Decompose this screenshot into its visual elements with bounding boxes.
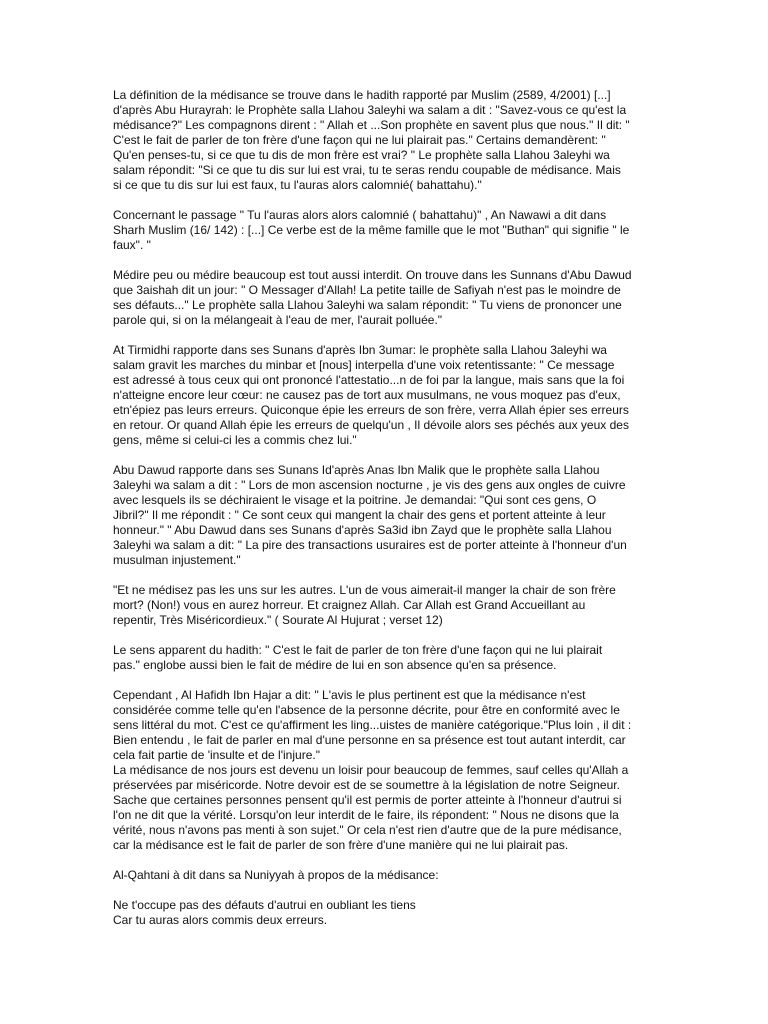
paragraph-tirmidhi: At Tirmidhi rapporte dans ses Sunans d'après Ibn 3umar: le prophète salla Llahou 3aleyhi wa salam gravit les marches du minbar et [nous] interpella d'une voix retentissante: " Ce message est adressé à tous ceux qui ont prononcé l'attestatio...n de foi par la langue, mais sans que la foi n'atteigne encore leur cœur: ne causez pas de tort aux musulmans, ne vous moquez pas d'eux, etn'épiez pas leurs erreurs. Quiconque épie les erreurs de son frère, verra Allah épier ses erreurs en retour. Or quand Allah épie les erreurs de quelqu'un , Il dévoile alors ses péchés aux yeux des gens, même si celui-ci les a commis chez lui." bbox=[113, 343, 629, 447]
paragraph-nawawi: Concernant le passage " Tu l'auras alors alors calomnié ( bahattahu)" , An Nawawi a dit dans Sharh Muslim (16/ 142) : [...] Ce verbe est de la même famille que le mot "Buthan" qui signifie " le faux". " bbox=[113, 208, 630, 252]
document-page bbox=[113, 88, 658, 928]
paragraph-ibn-hajar: Cependant , Al Hafidh Ibn Hajar a dit: " L'avis le plus pertinent est que la médisance n'est considérée comme telle qu'en l'absence de la personne décrite, pour être en conformité avec le sens littéral du mot. C'est ce qu'affirment les ling...uistes de manière catégorique."Plus loin , il dit : Bien entendu , le fait de parler en mal d'une personne en sa présence est tout autant interdit, car cela fait partie de 'insulte et de l'injure." La médisance de nos jours est devenu un loisir pour beaucoup de femmes, sauf celles qu'Allah a préservées par miséricorde. Notre devoir est de se soumettre à la législation de notre Seigneur. Sache que certaines personnes pensent qu'il est permis de porter atteinte à l'honneur d'autrui si l'on ne dit que la vérité. Lorsqu'on leur interdit de le faire, ils répondent: " Nous ne disons que la vérité, nous n'avons pas menti à son sujet." Or cela n'est rien d'autre que de la pure médisance, car la médisance est le fait de parler de son frère d'une manière qui ne lui plairait pas. bbox=[113, 688, 632, 852]
paragraph-poem: Ne t'occupe pas des défauts d'autrui en oubliant les tiens Car tu auras alors commis deux erreurs. bbox=[113, 898, 416, 927]
paragraph-quran-verse: "Et ne médisez pas les uns sur les autres. L'un de vous aimerait-il manger la chair de son frère mort? (Non!) vous en aurez horreur. Et craignez Allah. Car Allah est Grand Accueillant au repentir, Très Miséricordieux." ( Sourate Al Hujurat ; verset 12) bbox=[113, 583, 616, 627]
paragraph-sens-apparent: Le sens apparent du hadith: " C'est le fait de parler de ton frère d'une façon qui ne lui plairait pas." englobe aussi bien le fait de médire de lui en son absence qu'en sa présence. bbox=[113, 643, 603, 672]
paragraph-medire: Médire peu ou médire beaucoup est tout aussi interdit. On trouve dans les Sunnans d'Abu Dawud que 3aishah dit un jour: " O Messager d'Allah! La petite taille de Safiyah n'est pas le moindre de ses défauts..." Le prophète salla Llahou 3aleyhi wa salam répondit: " Tu viens de prononcer une parole qui, si on la mélangeait à l'eau de mer, l'aurait polluée." bbox=[113, 268, 632, 327]
paragraph-abu-dawud: Abu Dawud rapporte dans ses Sunans Id'après Anas Ibn Malik que le prophète salla Llahou 3aleyhi wa salam a dit : " Lors de mon ascension nocturne , je vis des gens aux ongles de cuivre avec lesquels ils se déchiraient le visage et la poitrine. Je demandai: "Qui sont ces gens, O Jibril?" Il me répondit : " Ce sont ceux qui mangent la chair des gens et portent atteinte à leur honneur." " Abu Dawud dans ses Sunans d'après Sa3id ibn Zayd que le prophète salla Llahou 3aleyhi wa salam a dit: " La pire des transactions usuraires est de porter atteinte à l'honneur d'un musulman injustement." bbox=[113, 463, 627, 567]
paragraph-definition: La définition de la médisance se trouve dans le hadith rapporté par Muslim (2589, 4/2001) [...] d'après Abu Hurayrah: le Prophète salla Llahou 3aleyhi wa salam a dit : "Savez-vous ce qu'est la médisance?" Les compagnons dirent : " Allah et ...Son prophète en savent plus que nous." Il dit: " C'est le fait de parler de ton frère d'une façon qui ne lui plairait pas." Certains demandèrent: " Qu'en penses-tu, si ce que tu dis de mon frère est vrai? " Le prophète salla Llahou 3aleyhi wa salam répondit: "Si ce que tu dis sur lui est vrai, tu te seras rendu coupable de médisance. Mais si ce que tu dis sur lui est faux, tu l'auras alors calomnié( bahattahu)." bbox=[113, 88, 630, 192]
paragraph-qahtani-intro: Al-Qahtani à dit dans sa Nuniyyah à propos de la médisance: bbox=[113, 868, 439, 882]
